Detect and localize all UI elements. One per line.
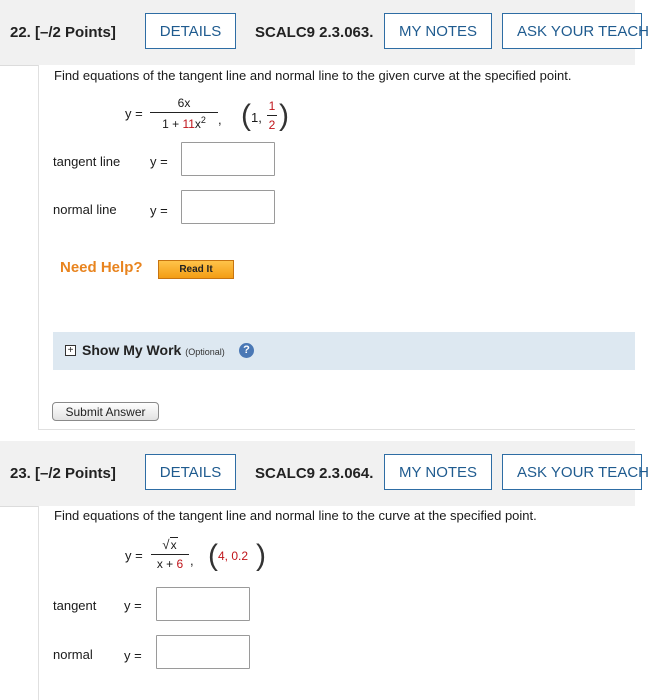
section-divider: [38, 429, 635, 430]
tangent-y-equals: y =: [124, 598, 142, 613]
submit-answer-button[interactable]: Submit Answer: [52, 402, 159, 421]
need-help-label: Need Help?: [60, 259, 143, 276]
fraction-bar: [151, 554, 189, 555]
fraction-denominator: x + 6: [156, 557, 184, 571]
normal-line-input[interactable]: [181, 190, 275, 224]
right-paren: ): [279, 99, 289, 132]
equation-comma: ,: [218, 112, 222, 127]
tangent-input[interactable]: [156, 587, 250, 621]
equation-comma: ,: [190, 553, 194, 568]
normal-line-label: normal line: [53, 202, 117, 217]
tangent-line-input[interactable]: [181, 142, 275, 176]
sqrt-icon: √: [162, 537, 170, 552]
question-prompt: Find equations of the tangent line and normal line to the given curve at the specified point.: [54, 68, 572, 83]
normal-input[interactable]: [156, 635, 250, 669]
my-notes-button[interactable]: MY NOTES: [384, 13, 492, 49]
point-y-denominator: 2: [268, 118, 276, 132]
ask-your-teacher-button[interactable]: ASK YOUR TEACH: [502, 454, 642, 490]
equation-fraction: [150, 96, 218, 131]
question-number: 23. [–/2 Points]: [10, 465, 116, 482]
point-y-numerator: 1: [268, 99, 276, 113]
equation-lhs: y =: [125, 548, 143, 563]
tangent-label: tangent: [53, 598, 97, 613]
fraction-numerator: 6x: [177, 96, 191, 110]
ask-your-teacher-button[interactable]: ASK YOUR TEACH: [502, 13, 642, 49]
details-button[interactable]: DETAILS: [145, 454, 236, 490]
fraction-bar: [150, 112, 218, 113]
show-my-work-label: Show My Work (Optional): [82, 342, 225, 358]
left-paren: (: [208, 539, 218, 572]
point-x: 1,: [251, 110, 262, 125]
point-y-fraction: [267, 99, 277, 132]
show-my-work-bar[interactable]: [53, 332, 635, 370]
normal-label: normal: [53, 647, 93, 662]
question-number: 22. [–/2 Points]: [10, 24, 116, 41]
question-code: SCALC9 2.3.063.: [255, 24, 374, 41]
details-button[interactable]: DETAILS: [145, 13, 236, 49]
help-icon[interactable]: ?: [239, 343, 254, 358]
point-coordinates: 4, 0.2: [218, 549, 249, 563]
expand-icon[interactable]: +: [65, 345, 76, 356]
normal-y-equals: y =: [124, 648, 142, 663]
question-22-header: [0, 0, 649, 66]
fraction-denominator: $1 + 11x^2$: [162, 115, 206, 131]
fraction-numerator: √x: [162, 537, 177, 552]
read-it-button[interactable]: Read It: [158, 260, 234, 279]
right-paren: ): [256, 539, 266, 572]
point-y-bar: [267, 115, 277, 116]
left-paren: (: [241, 99, 251, 132]
question-code: SCALC9 2.3.064.: [255, 465, 374, 482]
equation-lhs: y =: [125, 106, 143, 121]
question-23-header: [0, 441, 649, 507]
normal-y-equals: y =: [150, 203, 168, 218]
my-notes-button[interactable]: MY NOTES: [384, 454, 492, 490]
tangent-y-equals: y =: [150, 154, 168, 169]
question-prompt: Find equations of the tangent line and normal line to the curve at the specified point.: [54, 508, 537, 523]
tangent-line-label: tangent line: [53, 154, 121, 169]
equation-fraction: [151, 537, 189, 571]
